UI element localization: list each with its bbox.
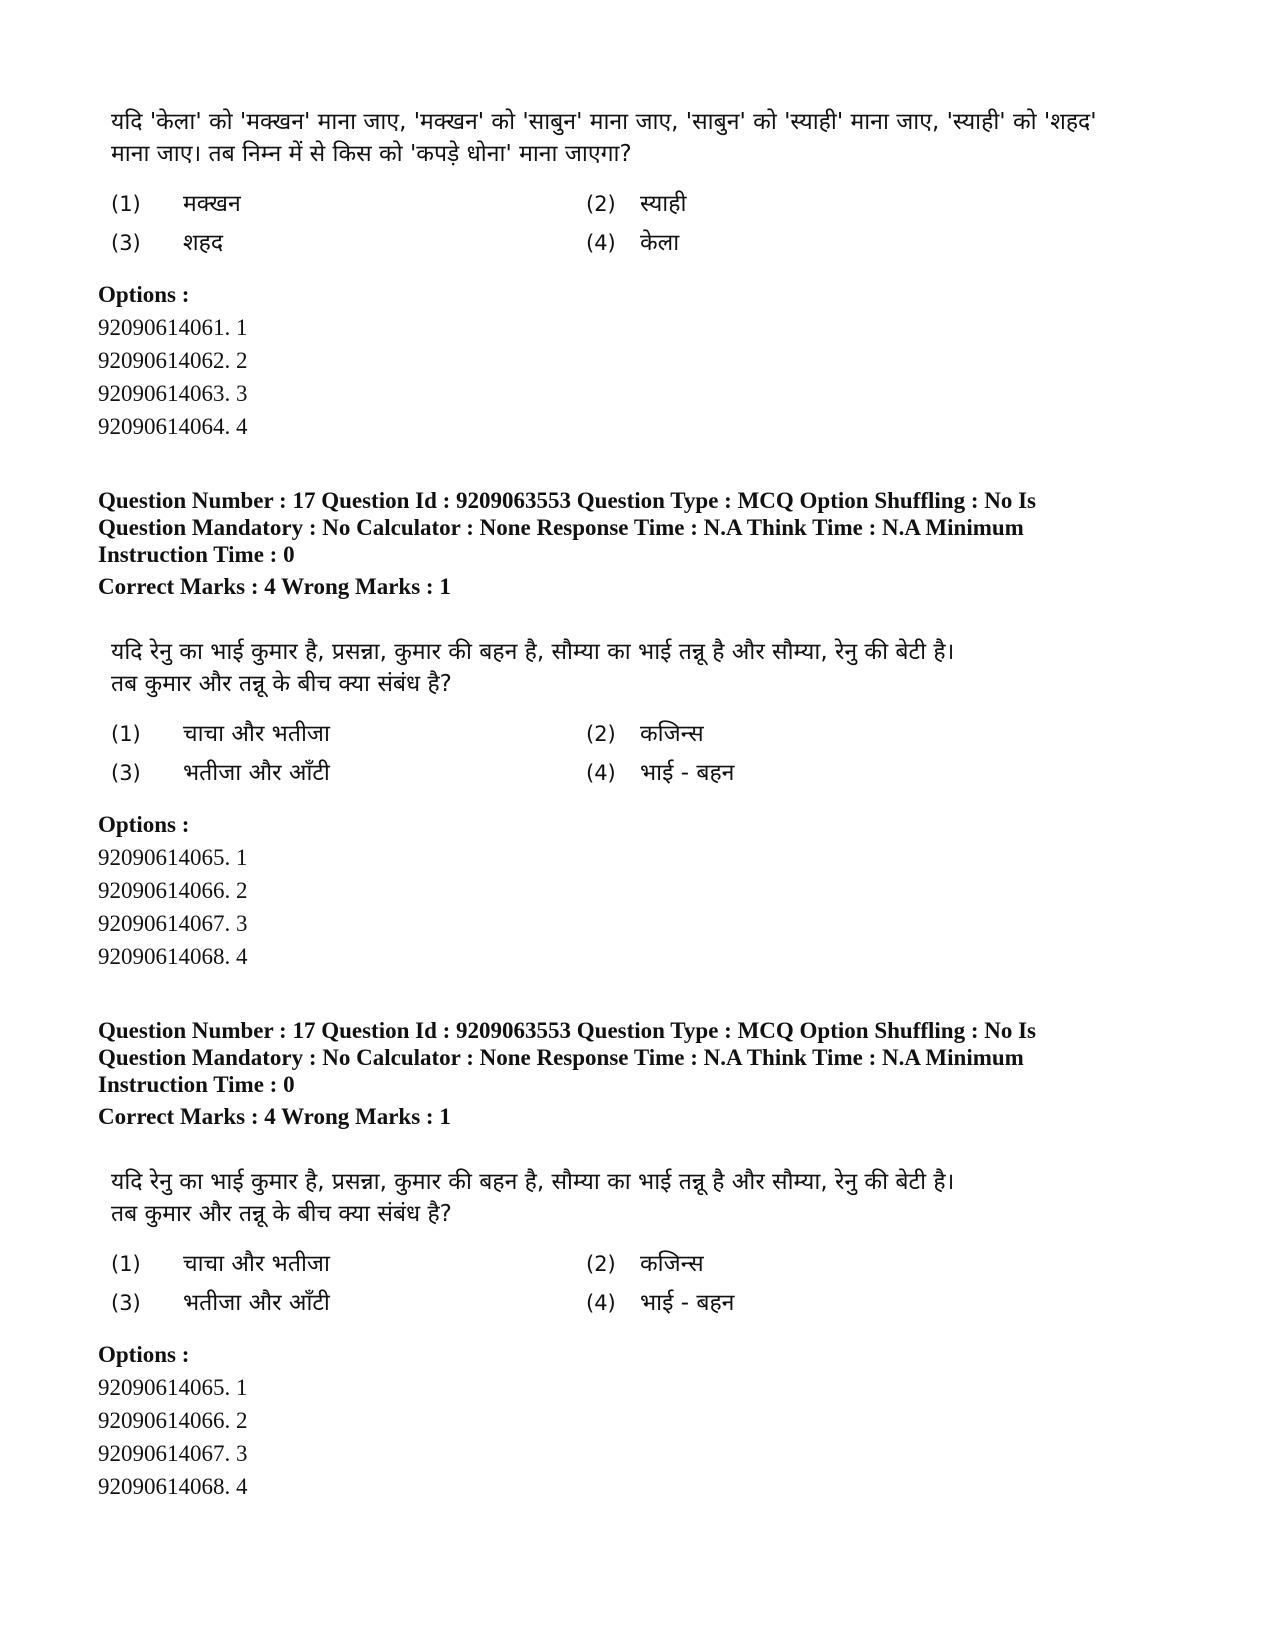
choice-4 <box>586 225 679 257</box>
choice-number: (1) <box>111 1252 141 1276</box>
option-line: 92090614068. 4 <box>98 1474 248 1499</box>
choice-number: (3) <box>111 1291 141 1315</box>
question-text-line: यदि रेनु का भाई कुमार है, प्रसन्ना, कुमार की बहन है, सौम्या का भाई तन्नू है और सौम्या, रेनु की बेटी है। <box>111 639 955 665</box>
question-meta-line: Instruction Time : 0 <box>98 542 295 567</box>
choice-2 <box>586 1246 704 1278</box>
choice-number: (2) <box>586 1252 616 1276</box>
options-heading: Options : <box>98 282 190 307</box>
choice-4 <box>586 755 734 787</box>
choice-3 <box>111 225 223 257</box>
question-meta-line: Question Number : 17 Question Id : 9209063553 Question Type : MCQ Option Shuffling : No Is <box>98 488 1037 513</box>
question-text-line: माना जाए। तब निम्न में से किस को 'कपड़े धोना' माना जाएगा? <box>111 141 632 167</box>
choice-number: (1) <box>111 722 141 746</box>
choice-text: भतीजा और आँटी <box>183 1290 330 1316</box>
question-marks: Correct Marks : 4 Wrong Marks : 1 <box>98 574 451 599</box>
option-line: 92090614065. 1 <box>98 1375 248 1400</box>
option-line: 92090614066. 2 <box>98 878 248 903</box>
choice-number: (4) <box>586 231 616 255</box>
option-line: 92090614064. 4 <box>98 414 248 439</box>
option-line: 92090614068. 4 <box>98 944 248 969</box>
option-line: 92090614067. 3 <box>98 1441 248 1466</box>
choice-number: (1) <box>111 192 141 216</box>
choice-text: केला <box>640 230 680 256</box>
choice-text: स्याही <box>640 191 687 217</box>
choice-text: चाचा और भतीजा <box>183 721 330 747</box>
question-text-line: यदि 'केला' को 'मक्खन' माना जाए, 'मक्खन' को 'साबुन' माना जाए, 'साबुन' को 'स्याही' माना जाए, 'स्याही' को 'शहद' <box>111 109 1097 135</box>
option-line: 92090614063. 3 <box>98 381 248 406</box>
choice-text: शहद <box>183 230 224 256</box>
choice-text: मक्खन <box>183 191 241 217</box>
options-heading: Options : <box>98 812 190 837</box>
option-line: 92090614062. 2 <box>98 348 248 373</box>
option-line: 92090614061. 1 <box>98 315 248 340</box>
choice-number: (4) <box>586 761 616 785</box>
choice-1 <box>111 716 330 748</box>
question-meta-line: Question Mandatory : No Calculator : None Response Time : N.A Think Time : N.A Minimum <box>98 1045 1024 1070</box>
choice-3 <box>111 755 330 787</box>
choice-number: (2) <box>586 192 616 216</box>
option-line: 92090614066. 2 <box>98 1408 248 1433</box>
options-heading: Options : <box>98 1342 190 1367</box>
choice-3 <box>111 1285 330 1317</box>
question-meta-line: Instruction Time : 0 <box>98 1072 295 1097</box>
choice-text: भतीजा और आँटी <box>183 760 330 786</box>
choice-number: (4) <box>586 1291 616 1315</box>
choice-text: चाचा और भतीजा <box>183 1251 330 1277</box>
question-marks: Correct Marks : 4 Wrong Marks : 1 <box>98 1104 451 1129</box>
choice-number: (3) <box>111 761 141 785</box>
choice-1 <box>111 1246 330 1278</box>
option-line: 92090614065. 1 <box>98 845 248 870</box>
choice-2 <box>586 716 704 748</box>
choice-number: (2) <box>586 722 616 746</box>
choice-text: भाई - बहन <box>640 1290 735 1316</box>
choice-4 <box>586 1285 734 1317</box>
question-meta-line: Question Number : 17 Question Id : 9209063553 Question Type : MCQ Option Shuffling : No Is <box>98 1018 1037 1043</box>
question-text-line: तब कुमार और तन्नू के बीच क्या संबंध है? <box>111 1201 452 1227</box>
choice-number: (3) <box>111 231 141 255</box>
option-line: 92090614067. 3 <box>98 911 248 936</box>
choice-text: भाई - बहन <box>640 760 735 786</box>
choice-text: कजिन्स <box>640 721 704 747</box>
question-meta-line: Question Mandatory : No Calculator : None Response Time : N.A Think Time : N.A Minimum <box>98 515 1024 540</box>
choice-1 <box>111 186 241 218</box>
question-text-line: तब कुमार और तन्नू के बीच क्या संबंध है? <box>111 671 452 697</box>
choice-text: कजिन्स <box>640 1251 704 1277</box>
question-text-line: यदि रेनु का भाई कुमार है, प्रसन्ना, कुमार की बहन है, सौम्या का भाई तन्नू है और सौम्या, रेनु की बेटी है। <box>111 1169 955 1195</box>
choice-2 <box>586 186 686 218</box>
